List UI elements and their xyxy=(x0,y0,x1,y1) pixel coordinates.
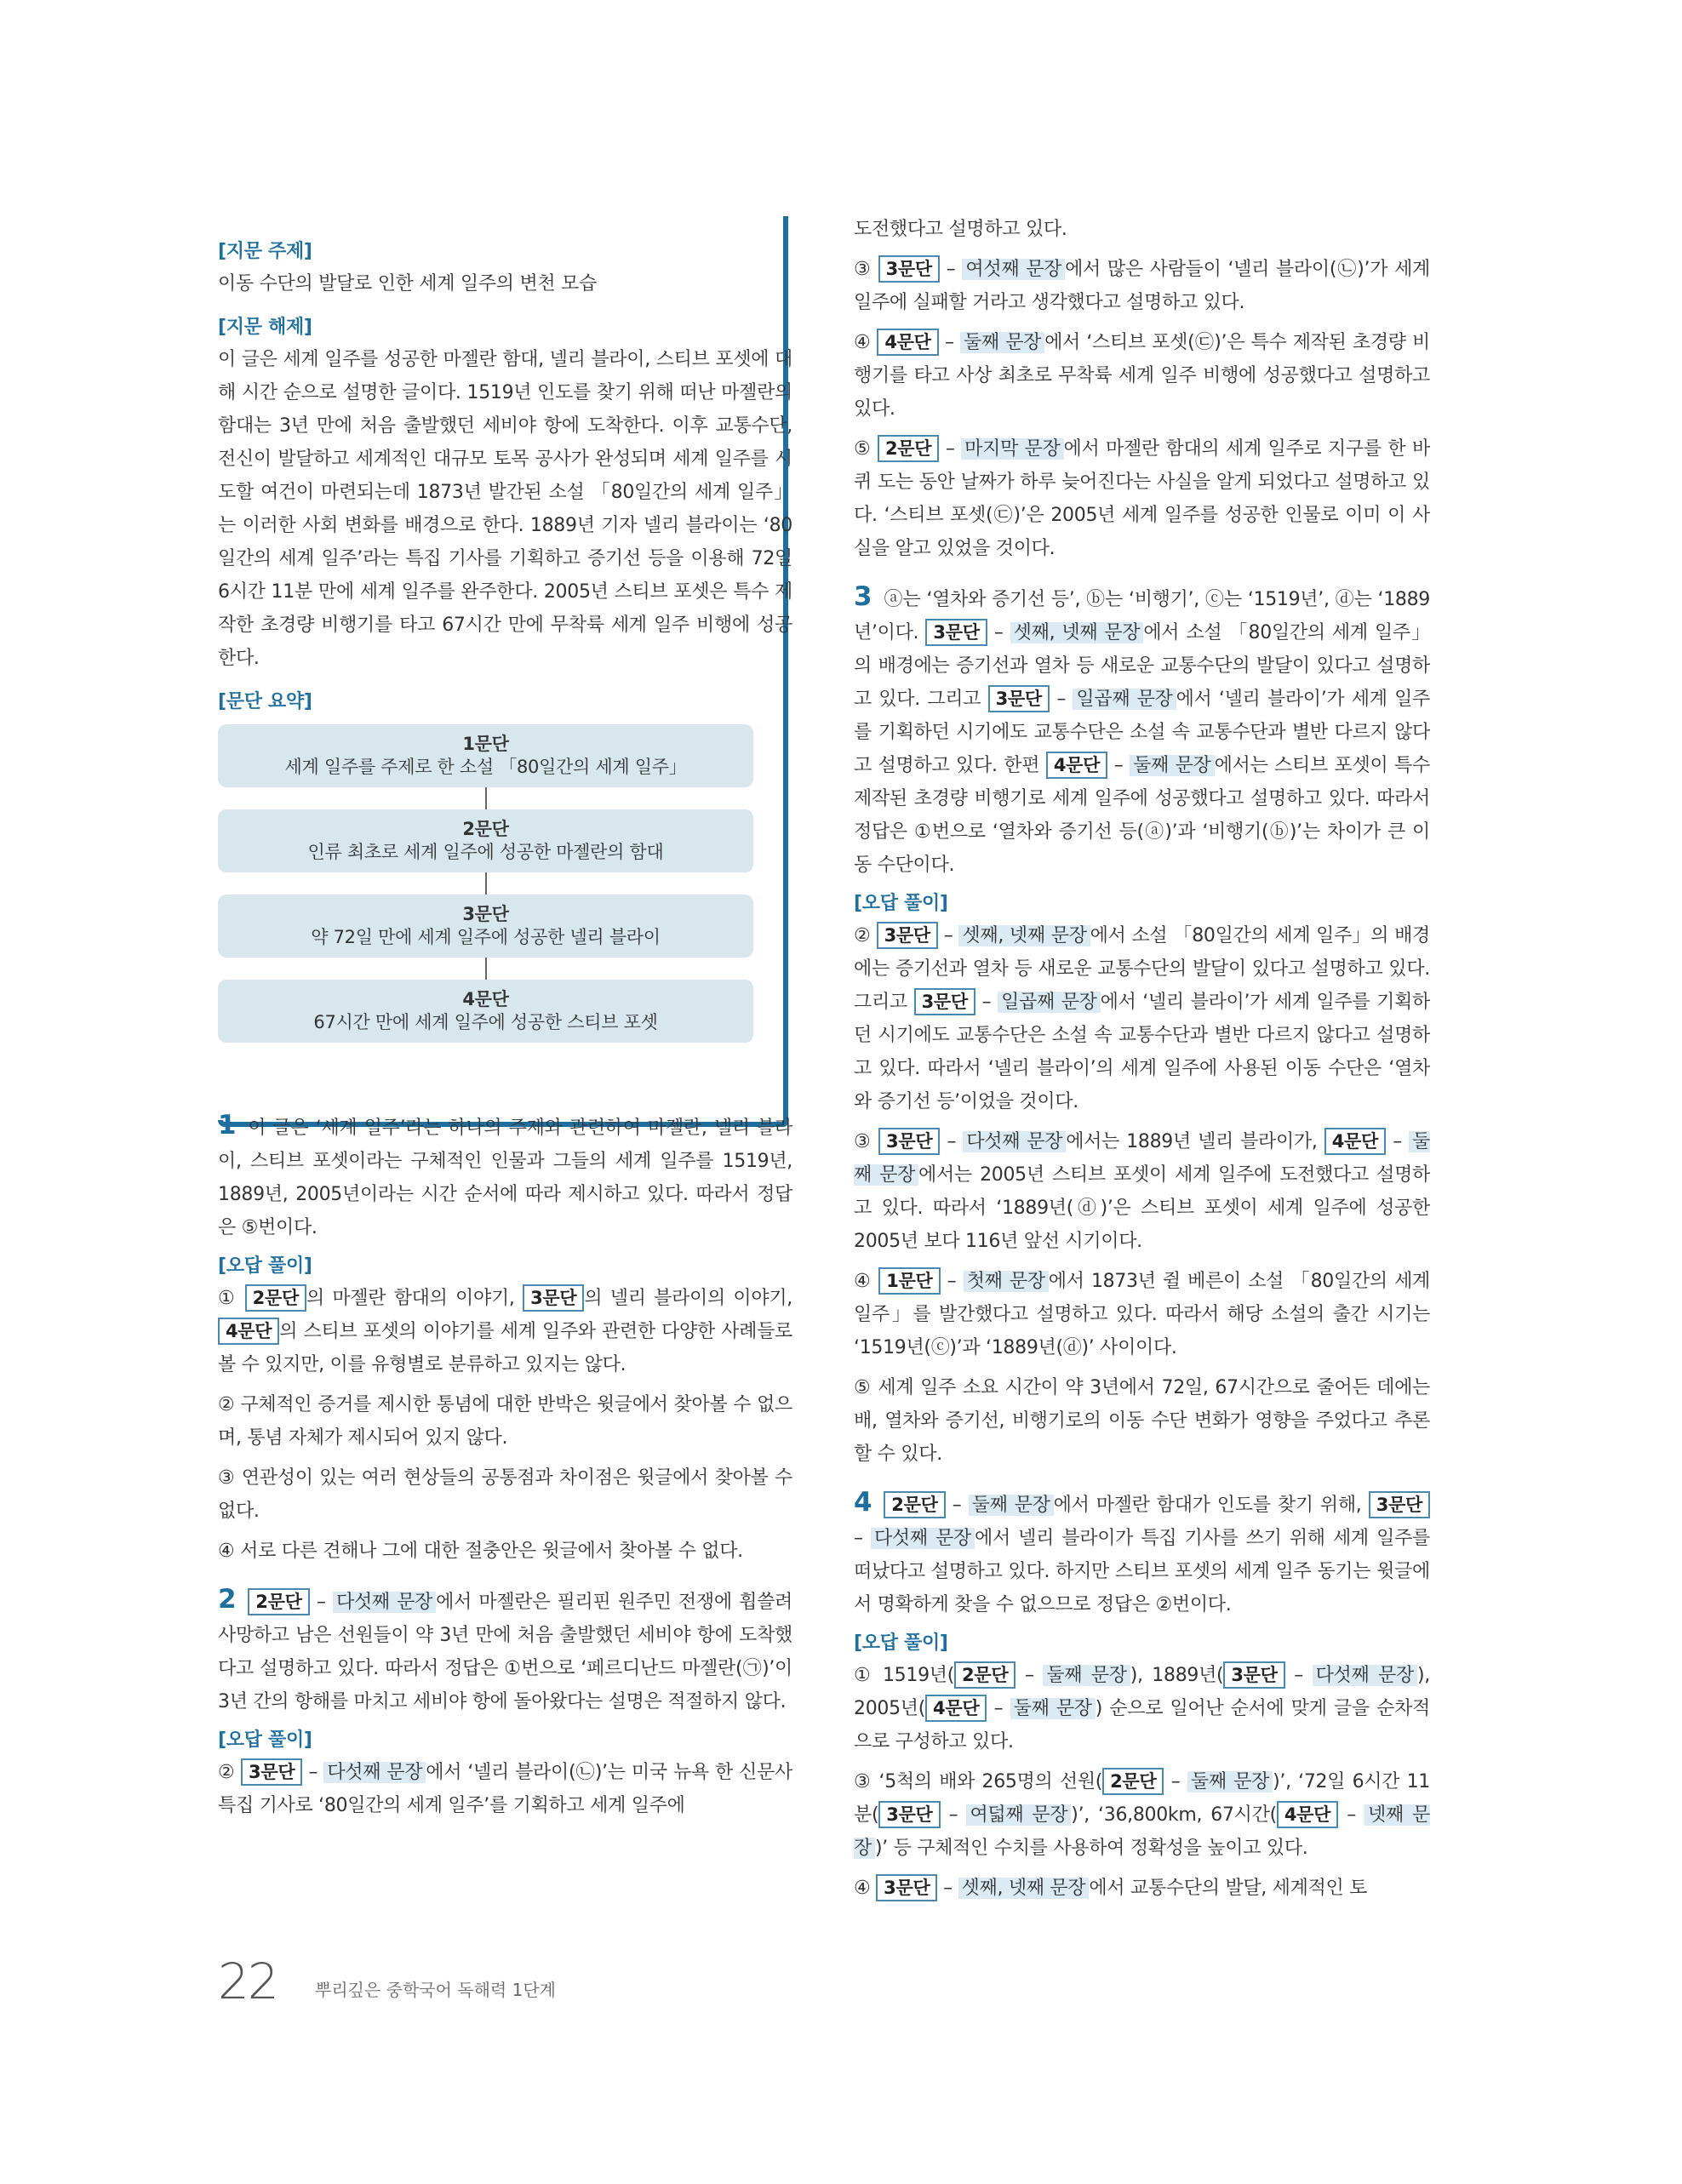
answer-3-wrong-4: ⑤ 세계 일주 소요 시간이 약 3년에서 72일, 67시간으로 줄어든 데에는 배, 열차와 증기선, 비행기로의 이동 수단 변화가 영향을 주었다고 추론할 수 있다. xyxy=(854,1377,1430,1465)
answer-1-wrong-1: ① 2문단 의 마젤란 함대의 이야기, 3문단 의 넬리 블라이의 이야기, 4문단 의 스티브 포셋의 이야기를 세계 일주와 관련한 다양한 사례들로 볼 수 있지만, 이를 유형별로 분류하고 있지는 않다. xyxy=(218,1282,792,1381)
summary-item-2: 2문단 인류 최초로 세계 일주에 성공한 마젤란의 함대 xyxy=(218,809,753,872)
analysis-heading: [지문 해제] xyxy=(218,317,312,338)
page-number: 22 xyxy=(218,1952,277,2010)
answer-3-wrong-2: ③ 3문단 – 다섯째 문장 에서는 1889년 넬리 블라이가, 4문단 – 둘째 문장 에서는 2005년 스티브 포셋이 세계 일주에 도전했다고 설명하고 있다. 따라서 ‘1889년(ⓓ)’은 스티브 포셋이 세계 일주에 성공한 2005년 보다 116년 앞선 시기이다. xyxy=(854,1125,1430,1258)
answer-3-wrong-3: ④ 1문단 – 첫째 문장 에서 1873년 쥘 베른이 소설 「80일간의 세계 일주」를 발간했다고 설명하고 있다. 따라서 해당 소설의 출간 시기는 ‘1519년(ⓒ)’과 ‘1889년(ⓓ)’ 사이이다. xyxy=(854,1265,1430,1364)
summary-item-1: 1문단 세계 일주를 주제로 한 소설 「80일간의 세계 일주」 xyxy=(218,724,753,787)
summary-item-4: 4문단 67시간 만에 세계 일주에 성공한 스티브 포셋 xyxy=(218,980,753,1043)
answer-4-wrong-1: ① 1519년( 2문단 – 둘째 문장 ), 1889년( 3문단 – 다섯째 문장 ), 2005년( 4문단 – 둘째 문장 ) 순으로 일어난 순서에 맞게 글을 순차적으로 구성하고 있다. xyxy=(854,1659,1430,1758)
topic-text: 이동 수단의 발달로 인한 세계 일주의 변천 모습 xyxy=(218,273,597,294)
answer-2-wrong-1: ② 3문단 – 다섯째 문장 에서 ‘넬리 블라이(㉡)’는 미국 뉴욕 한 신문사 특집 기사로 ‘80일간의 세계 일주’를 기획하고 세계 일주에 xyxy=(218,1756,792,1822)
answer-1-wrong-3: ③ 연관성이 있는 여러 현상들의 공통점과 차이점은 윗글에서 찾아볼 수 없다. xyxy=(218,1467,792,1522)
answer-3: 3 ⓐ는 ‘열차와 증기선 등’, ⓑ는 ‘비행기’, ⓒ는 ‘1519년’, ⓓ는 ‘1889년’이다. 3문단 – 셋째, 넷째 문장 에서 소설 「80일간의 세계 일주」의 배경에는 증기선과 열차 등 새로운 교통수단의 발달이 있다고 설명하고 있다. 그리고 3문단 – 일곱째 문장 에서 ‘넬리 블라이’가 세계 일주를 기획하던 시기에도 교통수단은 소설 속 교통수단과 별반 다르지 않다고 설명하고 있다. 한편 4문단 – 둘째 문장 에서는 스티브 포셋이 특수 제작된 초경량 비행기로 세계 일주에 성공했다고 설명하고 있다. 따라서 정답은 ①번으로 ‘열차와 증기선 등(ⓐ)’과 ‘비행기(ⓑ)’는 차이가 큰 이동 수단이다. xyxy=(854,581,1431,876)
answer-2: 2 2문단 – 다섯째 문장 에서 마젤란은 필리핀 원주민 전쟁에 휩쓸려 사망하고 남은 선원들이 약 3년 만에 처음 출발했던 세비야 항에 도착했다고 설명하고 있다. 따라서 정답은 ①번으로 ‘페르디난드 마젤란(㉠)’이 3년 간의 항해를 마치고 세비야 항에 돌아왔다는 설명은 적절하지 않다. xyxy=(218,1584,792,1712)
summary-connector xyxy=(485,787,487,809)
paragraph-summary xyxy=(218,724,792,1043)
answer-2-continued: 도전했다고 설명하고 있다. xyxy=(854,219,1067,240)
summary-connector xyxy=(485,958,487,980)
wrong-answer-heading: [오답 풀이] xyxy=(854,1632,948,1654)
wrong-answer-heading: [오답 풀이] xyxy=(218,1255,312,1277)
answer-2-wrong-3: ④ 4문단 – 둘째 문장 에서 ‘스티브 포셋(㉢)’은 특수 제작된 초경량 비행기를 타고 사상 최초로 무착륙 세계 일주 비행에 성공했다고 설명하고 있다. xyxy=(854,326,1430,426)
topic-heading: [지문 주제] xyxy=(218,241,312,262)
answer-2-wrong-4: ⑤ 2문단 – 마지막 문장 에서 마젤란 함대의 세계 일주로 지구를 한 바퀴 도는 동안 날짜가 하루 늦어진다는 사실을 알게 되었다고 설명하고 있다. ‘스티브 포셋(㉢)’은 2005년 세계 일주를 성공한 인물로 이미 이 사실을 알고 있었을 것이다. xyxy=(854,432,1430,565)
answer-2-wrong-2: ③ 3문단 – 여섯째 문장 에서 많은 사람들이 ‘넬리 블라이(㉡)’가 세계 일주에 실패할 거라고 생각했다고 설명하고 있다. xyxy=(854,253,1430,319)
summary-heading: [문단 요약] xyxy=(218,691,312,712)
answer-4-wrong-3: ④ 3문단 – 셋째, 넷째 문장 에서 교통수단의 발달, 세계적인 토 xyxy=(854,1872,1430,1905)
analysis-text: 이 글은 세계 일주를 성공한 마젤란 함대, 넬리 블라이, 스티브 포셋에 대해 시간 순으로 설명한 글이다. 1519년 인도를 찾기 위해 떠난 마젤란의 함대는 3년 만에 처음 출발했던 세비야 항에 도착한다. 이후 교통수단, 전신이 발달하고 세계적인 대규모 토목 공사가 완성되며 세계 일주를 시도할 여건이 마련되는데 1873년 발간된 소설 「80일간의 세계 일주」는 이러한 사회 변화를 배경으로 한다. 1889년 기자 넬리 블라이는 ‘80일간의 세계 일주’라는 특집 기사를 기획하고 증기선 등을 이용해 72일 6시간 11분 만에 세계 일주를 완주한다. 2005년 스티브 포셋은 특수 제작한 초경량 비행기를 타고 67시간 만에 무착륙 세계 일주 비행에 성공한다. xyxy=(218,349,792,669)
answer-1-wrong-4: ④ 서로 다른 견해나 그에 대한 절충안은 윗글에서 찾아볼 수 없다. xyxy=(218,1541,743,1562)
answer-3-wrong-1: ② 3문단 – 셋째, 넷째 문장 에서 소설 「80일간의 세계 일주」의 배경에는 증기선과 열차 등 새로운 교통수단의 발달이 있다고 설명하고 있다. 그리고 3문단 – 일곱째 문장 에서 ‘넬리 블라이’가 세계 일주를 기획하던 시기에도 교통수단은 소설 속 교통수단과 별반 다르지 않다고 설명하고 있다. 따라서 ‘넬리 블라이’의 세계 일주에 사용된 이동 수단은 ‘열차와 증기선 등’이었을 것이다. xyxy=(854,919,1430,1118)
wrong-answer-heading: [오답 풀이] xyxy=(218,1729,312,1751)
left-column xyxy=(218,211,792,1829)
answer-4: 4 2문단 – 둘째 문장 에서 마젤란 함대가 인도를 찾기 위해, 3문단 – 다섯째 문장 에서 넬리 블라이가 특집 기사를 쓰기 위해 세계 일주를 떠났다고 설명하고 있다. 하지만 스티브 포셋의 세계 일주 동기는 윗글에서 명확하게 찾을 수 없으므로 정답은 ②번이다. xyxy=(854,1487,1430,1615)
right-column xyxy=(854,213,1430,1912)
summary-connector xyxy=(485,872,487,895)
book-title: 뿌리깊은 중학국어 독해력 1단계 xyxy=(315,1980,556,2000)
summary-item-3: 3문단 약 72일 만에 세계 일주에 성공한 넬리 블라이 xyxy=(218,895,753,958)
wrong-answer-heading: [오답 풀이] xyxy=(854,893,948,914)
answer-4-wrong-2: ③ ‘5척의 배와 265명의 선원( 2문단 – 둘째 문장 )’, ‘72일 6시간 11분( 3문단 – 여덟째 문장 )’, ‘36,800km, 67시간( 4문단 – 넷째 문장 )’ 등 구체적인 수치를 사용하여 정확성을 높이고 있다. xyxy=(854,1765,1430,1865)
answer-1: 1 이 글은 ‘세계 일주’라는 하나의 주제와 관련하여 마젤란, 넬리 블라이, 스티브 포셋이라는 구체적인 인물과 그들의 세계 일주를 1519년, 1889년, 2005년이라는 시간 순서에 따라 제시하고 있다. 따라서 정답은 ⑤번이다. xyxy=(218,1110,792,1238)
answer-1-wrong-2: ② 구체적인 증거를 제시한 통념에 대한 반박은 윗글에서 찾아볼 수 없으며, 통념 자체가 제시되어 있지 않다. xyxy=(218,1394,792,1449)
